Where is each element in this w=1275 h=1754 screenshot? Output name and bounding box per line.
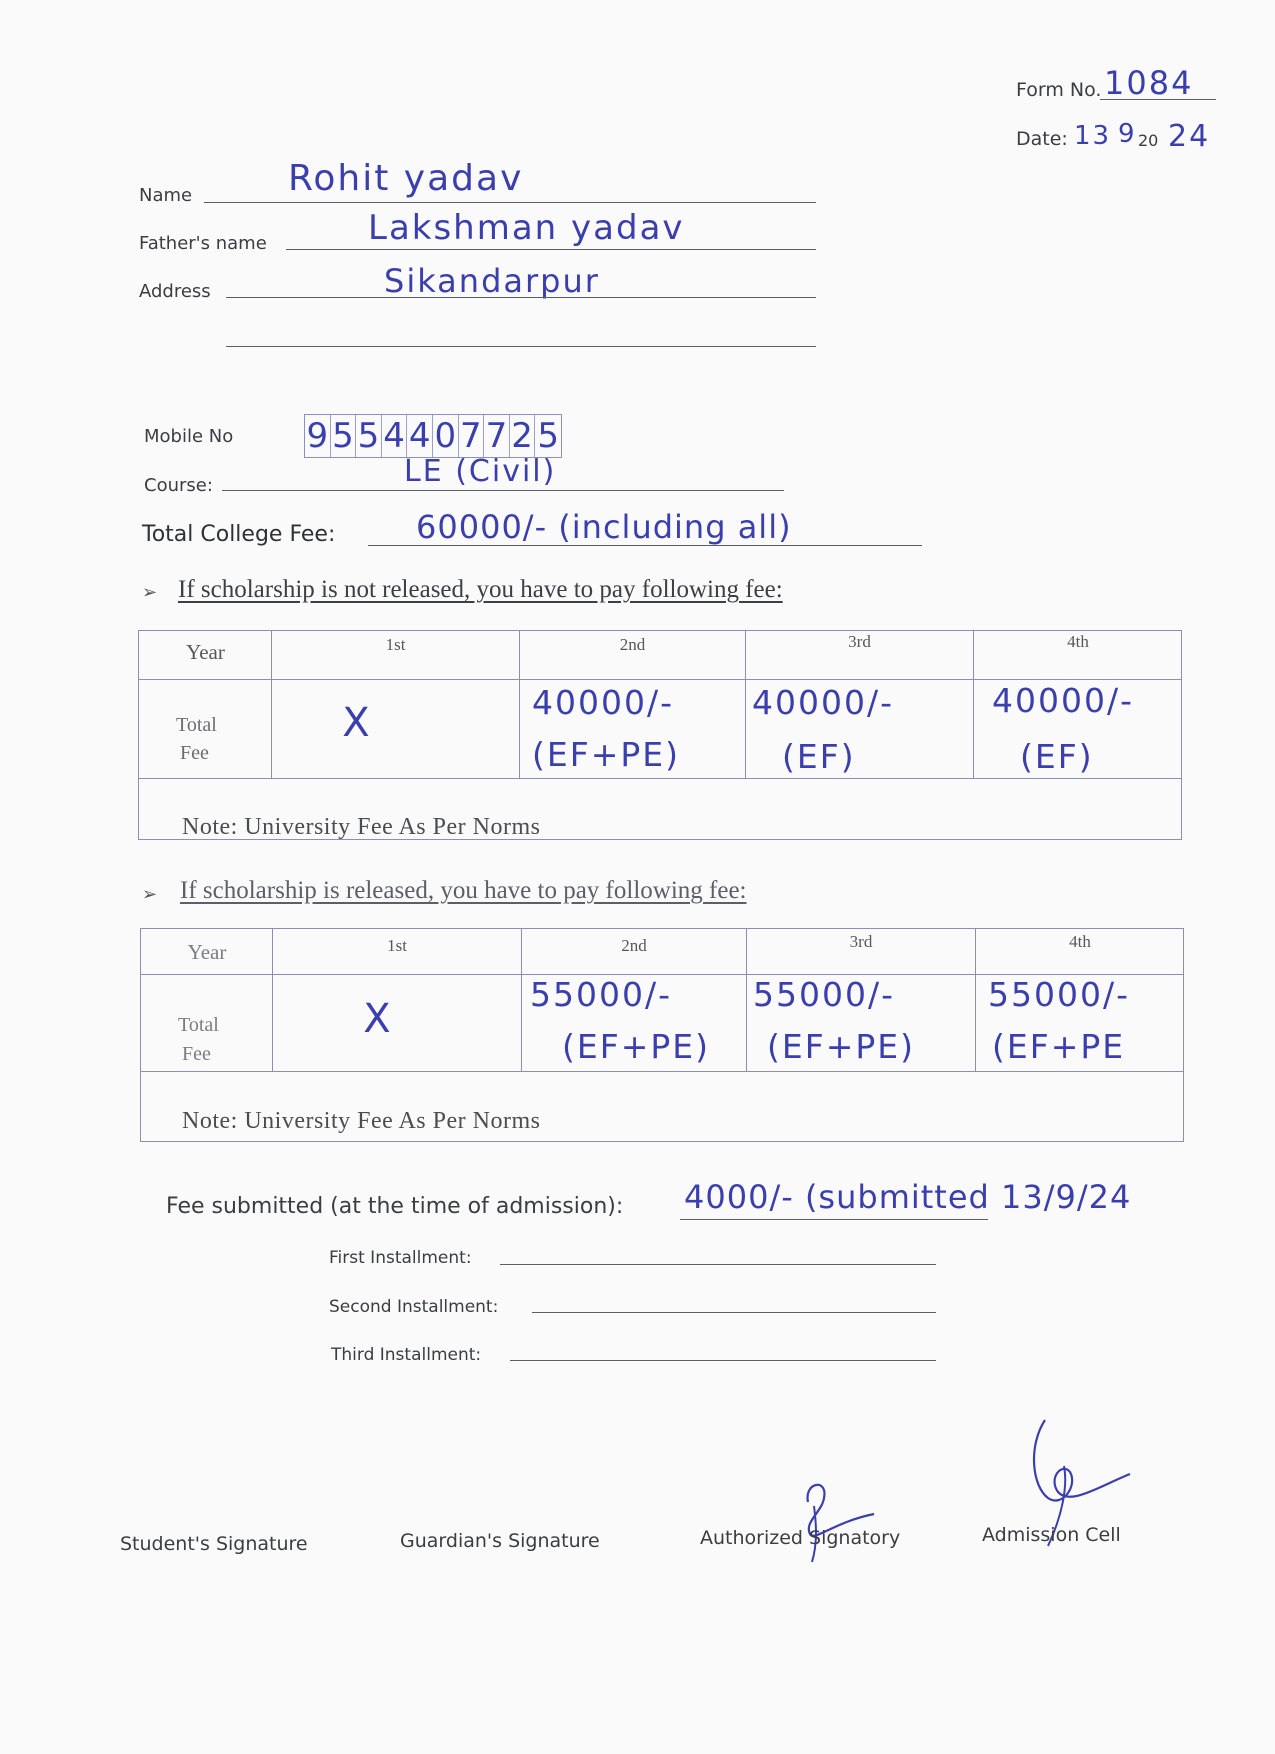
father-name-value: Lakshman yadav: [368, 208, 685, 248]
third-installment-label: Third Installment:: [331, 1345, 482, 1365]
total-fee-value: 60000/- (including all): [416, 508, 792, 546]
mobile-digit: 5: [537, 416, 559, 456]
total-fee-line: [368, 545, 922, 546]
col-3rd-header: 3rd: [848, 632, 871, 651]
mobile-digit: 2: [510, 415, 536, 457]
father-name-line: [286, 249, 816, 250]
university-fee-note-2: Note: University Fee As Per Norms: [182, 1108, 541, 1134]
address-line-1: [226, 297, 816, 298]
form-no-line: [1100, 99, 1216, 100]
date-year: 24: [1168, 119, 1211, 154]
fee-4th-amount: 55000/-: [988, 975, 1131, 1014]
name-label: Name: [139, 185, 193, 206]
col-year-header: Year: [187, 940, 227, 964]
fee-2nd-amount: 55000/-: [530, 975, 673, 1014]
address-line-2: [226, 346, 816, 347]
row-label-total: Total: [178, 1014, 219, 1036]
fee-4th-amount: 40000/-: [992, 681, 1135, 720]
third-installment-line: [510, 1360, 936, 1361]
col-2nd-header: 2nd: [621, 936, 647, 955]
section2-heading: If scholarship is released, you have to pay following fee:: [180, 877, 747, 904]
col-year-header: Year: [186, 640, 225, 664]
mobile-digit: 9: [305, 415, 331, 457]
col-2nd-header: 2nd: [619, 635, 646, 654]
date-day: 13: [1074, 121, 1112, 151]
row-label-total: Total: [176, 714, 217, 736]
bullet-arrow-icon: ➢: [142, 582, 158, 603]
second-installment-label: Second Installment:: [329, 1297, 499, 1317]
date-century: 20: [1138, 131, 1159, 150]
table-divider: [138, 679, 1182, 680]
fee-1st-value: X: [363, 996, 393, 1042]
university-fee-note-1: Note: University Fee As Per Norms: [182, 814, 541, 840]
course-line: [222, 490, 784, 491]
col-4th-header: 4th: [1069, 932, 1091, 951]
col-1st-header: 1st: [387, 936, 407, 955]
row-label-fee: Fee: [180, 742, 209, 764]
mobile-digit: 5: [331, 415, 357, 457]
first-installment-line: [500, 1264, 936, 1265]
mobile-label: Mobile No: [144, 426, 234, 447]
address-value: Sikandarpur: [384, 262, 600, 300]
mobile-digit: 0: [433, 415, 459, 457]
fee-4th-note: (EF+PE: [992, 1027, 1126, 1066]
fee-submitted-value: 4000/- (submitted 13/9/24: [684, 1178, 1132, 1216]
mobile-digit: 4: [407, 415, 433, 457]
fee-1st-value: X: [342, 700, 372, 746]
section1-heading: If scholarship is not released, you have to pay following fee:: [178, 576, 783, 603]
mobile-digit: 7: [484, 415, 510, 457]
student-signature-label: Student's Signature: [120, 1533, 308, 1555]
col-4th-header: 4th: [1067, 632, 1089, 651]
col-1st-header: 1st: [385, 635, 406, 654]
first-installment-label: First Installment:: [329, 1248, 472, 1268]
fee-2nd-note: (EF+PE): [562, 1027, 710, 1066]
fee-3rd-amount: 55000/-: [753, 975, 896, 1014]
fee-4th-note: (EF): [1020, 737, 1094, 776]
form-no-value: 1084: [1104, 64, 1194, 102]
guardian-signature-label: Guardian's Signature: [400, 1530, 600, 1552]
fee-submitted-label: Fee submitted (at the time of admission):: [166, 1194, 624, 1219]
table-divider: [138, 778, 1182, 779]
bullet-arrow-icon: ➢: [142, 884, 158, 905]
address-label: Address: [139, 281, 211, 302]
row-label-fee: Fee: [182, 1043, 211, 1065]
authorized-signature-mark: [774, 1462, 884, 1572]
table-divider: [140, 1071, 1184, 1072]
col-3rd-header: 3rd: [849, 932, 873, 951]
admission-cell-label: Admission Cell: [982, 1524, 1121, 1546]
mobile-digit-boxes: [304, 414, 562, 458]
fee-3rd-amount: 40000/-: [752, 683, 895, 722]
fee-3rd-note: (EF): [782, 737, 856, 776]
name-line: [204, 202, 816, 203]
name-value: Rohit yadav: [288, 158, 524, 199]
date-label: Date:: [1016, 128, 1068, 150]
fee-2nd-amount: 40000/-: [532, 683, 675, 722]
mobile-digit: 5: [356, 415, 382, 457]
fee-3rd-note: (EF+PE): [767, 1027, 915, 1066]
form-no-label: Form No.: [1016, 79, 1102, 101]
authorized-signatory-label: Authorized Signatory: [700, 1527, 901, 1549]
date-month: 9: [1118, 119, 1137, 149]
mobile-digit: 4: [382, 415, 408, 457]
fee-2nd-note: (EF+PE): [532, 735, 680, 774]
second-installment-line: [532, 1312, 936, 1313]
mobile-digit: 7: [459, 415, 485, 457]
father-name-label: Father's name: [139, 233, 267, 254]
fee-submitted-line: [680, 1219, 988, 1220]
course-value: LE (Civil): [404, 454, 557, 489]
total-fee-label: Total College Fee:: [142, 522, 336, 547]
course-label: Course:: [144, 475, 213, 496]
